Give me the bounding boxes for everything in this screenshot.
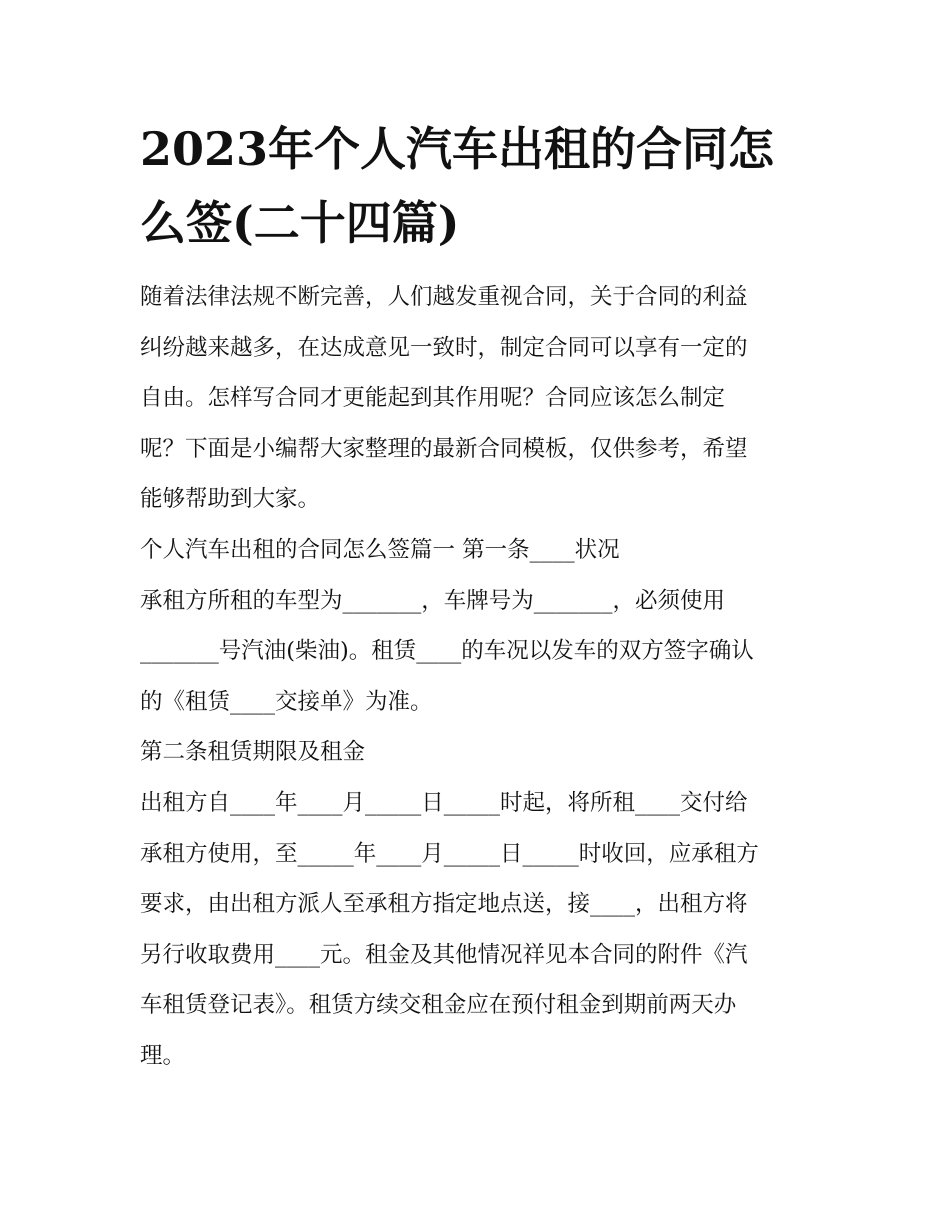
document-page [140,112,812,1082]
intro-line-2: 纠纷越来越多，在达成意见一致时，制定合同可以享有一定的 [140,334,748,361]
clause-2-line-6: 理。 [140,1042,186,1069]
intro-line-5: 能够帮助到大家。 [140,486,321,513]
clause-2-heading: 第二条租赁期限及租金 [140,739,366,766]
intro-line-3: 自由。怎样写合同才更能起到其作用呢？合同应该怎么制定 [140,385,726,412]
clause-1-line-3: 的《租赁____交接单》为准。 [140,688,433,715]
document-title [140,112,812,260]
clause-1-line-2: _______号汽油(柴油)。租赁____的车况以发车的双方签字确认 [140,638,754,665]
clause-2-line-5: 车租赁登记表》。租赁方续交租金应在预付租金到期前两天办 [140,992,737,1019]
clause-1-line-1: 承租方所租的车型为_______，车牌号为_______，必须使用 [140,587,726,614]
intro-line-1: 随着法律法规不断完善，人们越发重视合同，关于合同的利益 [140,284,748,310]
title-line-1: 2023年个人汽车出租的合同怎 [140,122,775,176]
title-line-2: 么签(二十四篇) [140,196,460,250]
clause-2-line-1: 出租方自____年____月_____日_____时起，将所租____交付给 [140,789,748,816]
document-body [140,272,812,1082]
clause-2-line-2: 承租方使用，至_____年____月_____日_____时收回，应承租方 [140,840,759,867]
clause-2-line-3: 要求，由出租方派人至承租方指定地点送，接____，出租方将 [140,891,748,918]
intro-line-4: 呢？下面是小编帮大家整理的最新合同模板，仅供参考，希望 [140,435,748,462]
section-heading-1: 个人汽车出租的合同怎么签篇一 第一条____状况 [140,536,620,563]
clause-2-line-4: 另行收取费用____元。租金及其他情况祥见本合同的附件《汽 [140,941,748,968]
